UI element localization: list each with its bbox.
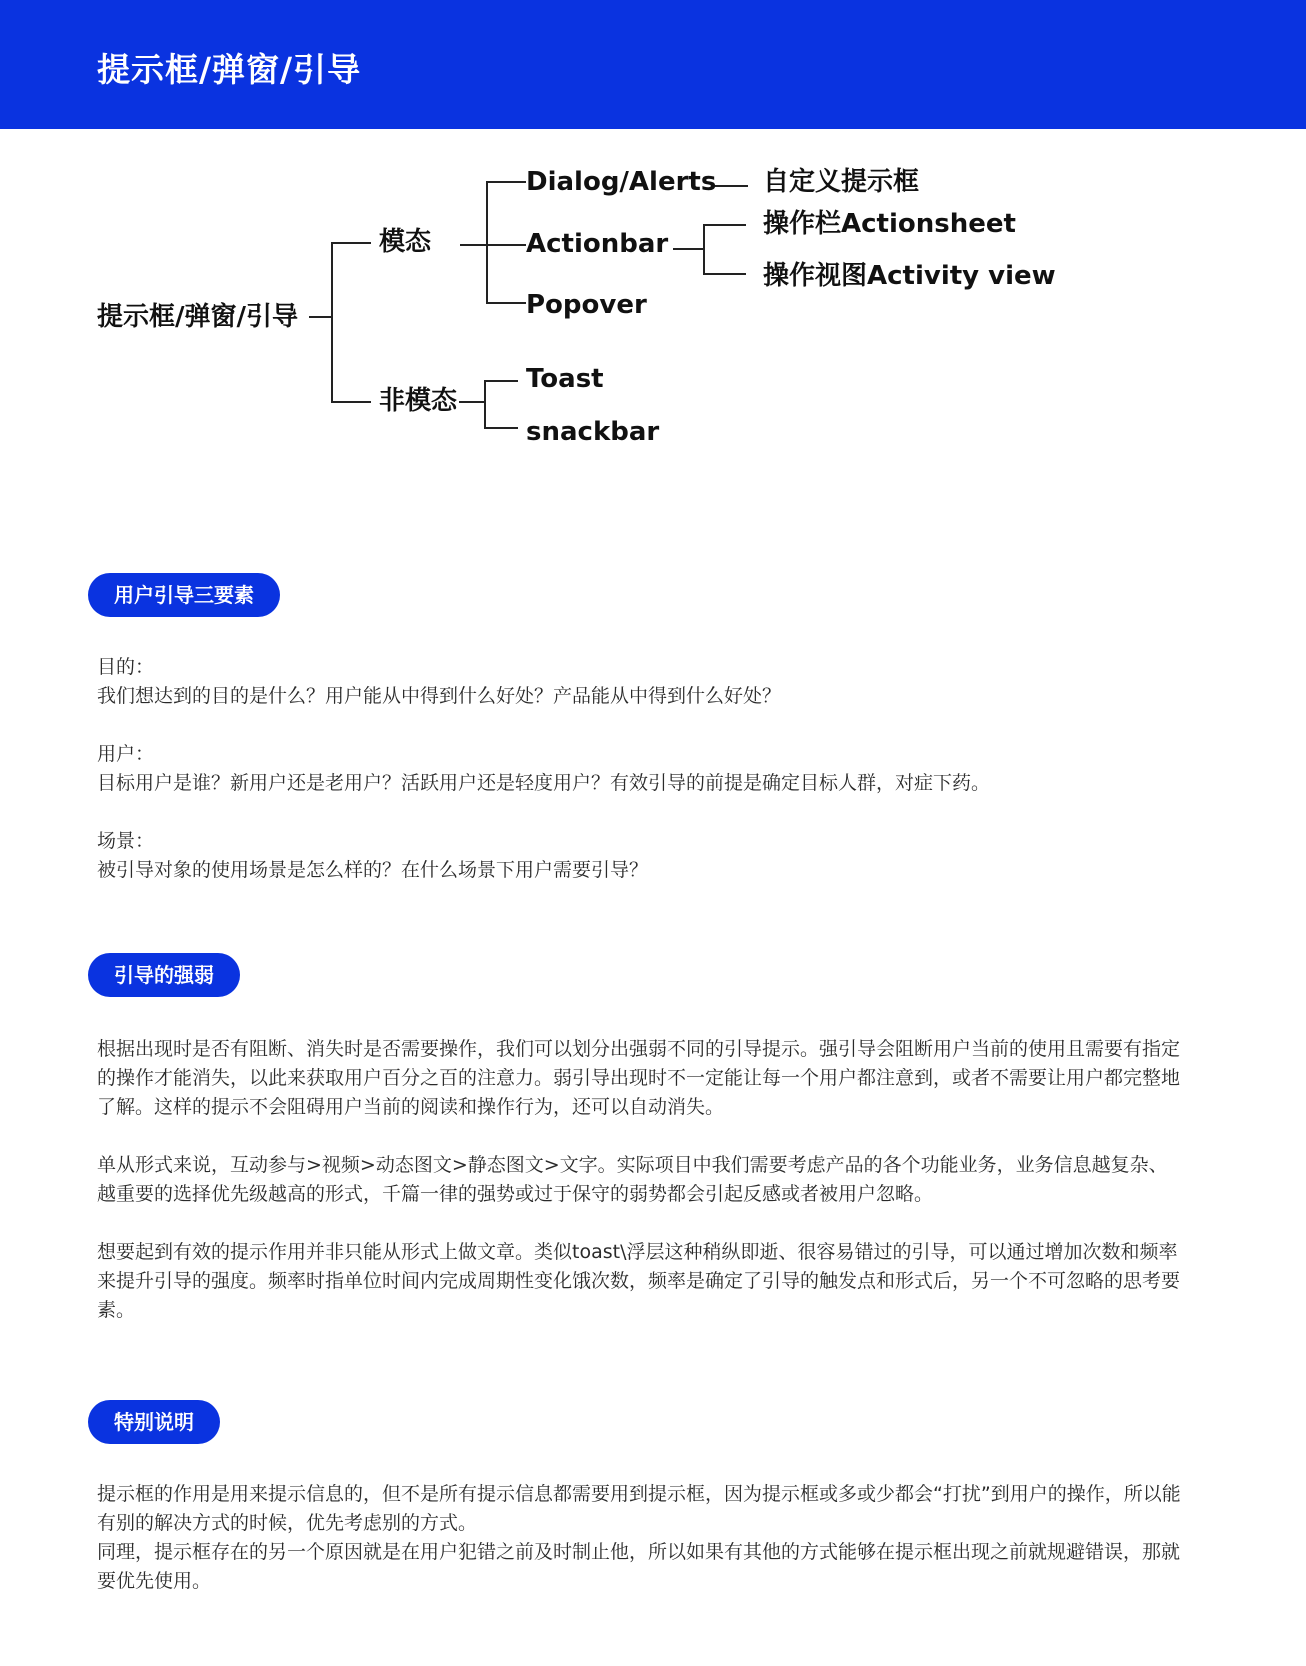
tree-node-activity-view: 操作视图Activity view [763,261,1056,291]
section-title-guide-elements: 用户引导三要素 [88,573,280,617]
tree-node-dialog-alerts: Dialog/Alerts [526,167,717,197]
concept-tree [0,0,1306,480]
paragraph [97,653,1182,711]
tree-line [459,401,485,403]
tree-line [309,316,332,318]
tree-line [486,181,526,183]
paragraph-text: 根据出现时是否有阻断、消失时是否需要操作，我们可以划分出强弱不同的引导提示。强引导会阻断用户当前的使用且需要有指定的操作才能消失，以此来获取用户百分之百的注意力。弱引导出现时不一定能让每一个用户都注意到，或者不需要让用户都完整地了解。这样的提示不会阻碍用户当前的阅读和操作行为，还可以自动消失。 [97,1038,1181,1118]
paragraph [97,740,1182,798]
tree-line [484,380,486,429]
tree-node-actionsheet: 操作栏Actionsheet [763,209,1016,239]
paragraph-label: 目的： [97,656,155,678]
tree-line [484,427,518,429]
paragraph-text: 目标用户是谁？新用户还是老用户？活跃用户还是轻度用户？有效引导的前提是确定目标人群，对症下药。 [97,772,991,794]
paragraph-text: 想要起到有效的提示作用并非只能从形式上做文章。类似toast\浮层这种稍纵即逝、很容易错过的引导，可以通过增加次数和频率来提升引导的强度。频率时指单位时间内完成周期性变化饿次数，频率是确定了引导的触发点和形式后，另一个不可忽略的思考要素。 [97,1241,1181,1321]
tree-node-custom-dialog: 自定义提示框 [763,167,920,197]
tree-line [331,242,371,244]
section-title-guide-strength: 引导的强弱 [88,953,240,997]
tree-root-label: 提示框/弹窗/引导 [97,302,298,332]
tree-line [484,380,518,382]
tree-line [703,224,705,275]
tree-line [331,401,371,403]
tree-line [703,273,746,275]
paragraph-text: 被引导对象的使用场景是怎么样的？在什么场景下用户需要引导？ [97,859,649,881]
tree-node-snackbar: snackbar [526,417,660,447]
tree-node-actionbar: Actionbar [526,229,669,259]
page-title: 提示框/弹窗/引导 [97,50,362,89]
tree-node-popover: Popover [526,290,647,320]
tree-node-nonmodal: 非模态 [379,386,458,416]
paragraph-text: 我们想达到的目的是什么？用户能从中得到什么好处？产品能从中得到什么好处？ [97,685,782,707]
tree-line [673,248,703,250]
paragraph-text: 同理，提示框存在的另一个原因就是在用户犯错之前及时制止他，所以如果有其他的方式能够在提示框出现之前就规避错误，那就要优先使用。 [97,1541,1181,1592]
section-body-guide-strength [97,1035,1182,1325]
section-body-special-notes [97,1480,1182,1596]
tree-line [703,224,746,226]
tree-line [331,242,333,403]
tree-line [486,302,526,304]
paragraph-label: 场景： [97,830,155,852]
paragraph [97,827,1182,885]
tree-line [486,181,488,304]
section-body-guide-elements [97,653,1182,885]
tree-line [714,185,748,187]
tree-node-toast: Toast [526,364,604,394]
tree-node-modal: 模态 [379,227,432,257]
paragraph-text: 提示框的作用是用来提示信息的，但不是所有提示信息都需要用到提示框，因为提示框或多或少都会“打扰”到用户的操作，所以能有别的解决方式的时候，优先考虑别的方式。 [97,1483,1181,1534]
paragraph-label: 用户： [97,743,155,765]
paragraph-text: 单从形式来说，互动参与>视频>动态图文>静态图文>文字。实际项目中我们需要考虑产品的各个功能业务，业务信息越复杂、越重要的选择优先级越高的形式，千篇一律的强势或过于保守的弱势都会引起反感或者被用户忽略。 [97,1154,1168,1205]
tree-line [460,244,526,246]
section-title-special-notes: 特别说明 [88,1400,220,1444]
